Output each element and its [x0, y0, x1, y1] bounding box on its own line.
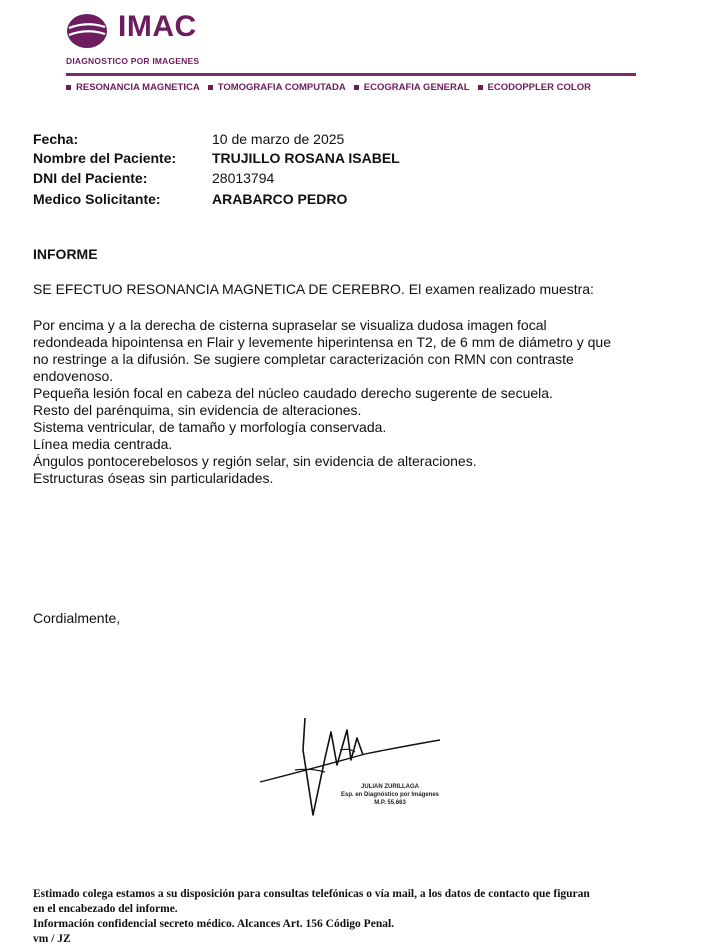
findings-line: endovenoso.	[33, 368, 114, 384]
signature-stamp	[330, 783, 450, 807]
service-item	[66, 82, 200, 93]
requesting-doctor-value: ARABARCO PEDRO	[212, 191, 348, 207]
findings-line: Ángulos pontocerebelosos y región selar, sin evidencia de alteraciones.	[33, 453, 477, 469]
footer-line: Estimado colega estamos a su disposición para consultas telefónicas o vía mail, a los datos de contacto que figuran	[33, 888, 590, 900]
findings-line: Línea media centrada.	[33, 436, 173, 452]
brand-tagline: DIAGNOSTICO POR IMAGENES	[66, 56, 200, 66]
footer-line: en el encabezado del informe.	[33, 903, 178, 915]
date-label: Fecha:	[33, 131, 79, 147]
service-label: ECOGRAFIA GENERAL	[363, 82, 470, 93]
date-value: 10 de marzo de 2025	[212, 131, 345, 147]
requesting-doctor-label: Medico Solicitante:	[33, 191, 161, 207]
services-list	[66, 82, 666, 93]
handwritten-signature	[255, 710, 445, 825]
footer-line: Información confidencial secreto médico. Alcances Art. 156 Código Penal.	[33, 918, 395, 930]
header-divider	[66, 73, 636, 76]
report-findings	[33, 317, 663, 487]
bullet-square-icon	[208, 85, 213, 90]
signer-title: Esp. en Diagnóstico por Imágenes	[340, 792, 440, 798]
service-item	[354, 82, 470, 93]
bullet-square-icon	[66, 85, 71, 90]
service-label: RESONANCIA MAGNETICA	[76, 82, 200, 93]
findings-line: Sistema ventricular, de tamaño y morfología conservada.	[33, 419, 387, 435]
service-label: ECODOPPLER COLOR	[487, 82, 591, 93]
findings-line: Pequeña lesión focal en cabeza del núcleo caudado derecho sugerente de secuela.	[33, 385, 553, 401]
signer-name: JULIAN ZURILLAGA	[361, 784, 419, 790]
findings-line: Estructuras óseas sin particularidades.	[33, 470, 274, 486]
service-label: TOMOGRAFIA COMPUTADA	[217, 82, 346, 93]
patient-name-value: TRUJILLO ROSANA ISABEL	[212, 150, 400, 166]
footer-notice	[33, 887, 673, 947]
dni-value: 28013794	[212, 170, 275, 186]
report-heading: INFORME	[33, 246, 98, 262]
findings-line: redondeada hipointensa en Flair y levemente hiperintensa en T2, de 6 mm de diámetro y que	[33, 334, 611, 350]
signer-license: M.P. 55.663	[374, 800, 406, 806]
report-intro: SE EFECTUO RESONANCIA MAGNETICA DE CEREBRO. El examen realizado muestra:	[33, 281, 594, 297]
patient-name-label: Nombre del Paciente:	[33, 150, 177, 166]
findings-line: no restringe a la difusión. Se sugiere completar caracterización con RMN con contraste	[33, 351, 574, 367]
footer-line: vm / JZ	[33, 933, 71, 945]
findings-line: Por encima y a la derecha de cisterna supraselar se visualiza dudosa imagen focal	[33, 317, 547, 333]
bullet-square-icon	[478, 85, 483, 90]
service-item	[478, 82, 591, 93]
bullet-square-icon	[354, 85, 359, 90]
findings-line: Resto del parénquima, sin evidencia de alteraciones.	[33, 402, 362, 418]
brand-name: IMAC	[118, 10, 197, 43]
service-item	[208, 82, 346, 93]
dni-label: DNI del Paciente:	[33, 170, 148, 186]
closing-text: Cordialmente,	[33, 610, 121, 626]
